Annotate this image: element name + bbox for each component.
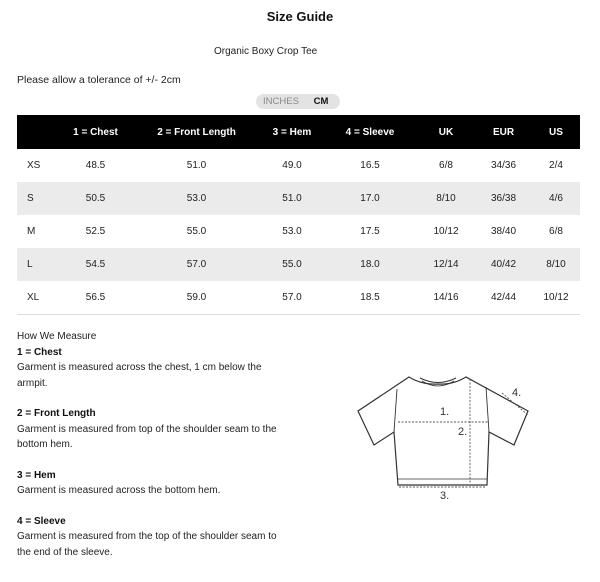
measure-item-front-length: [17, 406, 287, 453]
diagram-label-4: 4.: [512, 387, 522, 399]
table-header: 4 = Sleeve: [345, 126, 395, 138]
table-cell: 53.0: [186, 193, 207, 204]
table-cell: 10/12: [543, 291, 569, 303]
table-cell: 54.5: [85, 259, 106, 270]
table-header: 3 = Hem: [272, 126, 312, 138]
how-we-measure-section: [17, 329, 287, 575]
table-cell: 17.5: [360, 226, 380, 237]
measure-item-title: 3 = Hem: [17, 469, 56, 481]
section-heading: How We Measure: [17, 331, 97, 342]
table-row: [17, 182, 580, 215]
table-row: [17, 248, 580, 281]
table-header: EUR: [492, 126, 515, 138]
table-cell: 40/42: [490, 259, 517, 270]
table-header-row: [17, 115, 580, 149]
product-name: Organic Boxy Crop Tee: [214, 46, 318, 57]
table-cell: 16.5: [360, 160, 380, 171]
table-cell: 56.5: [85, 291, 106, 303]
unit-cm-option[interactable]: CM: [313, 96, 329, 107]
table-header: 2 = Front Length: [157, 126, 236, 138]
tshirt-measurement-diagram: [352, 365, 532, 505]
table-header: 1 = Chest: [73, 126, 118, 138]
unit-toggle: [256, 94, 340, 109]
table-cell: 48.5: [85, 160, 106, 171]
table-cell: 6/8: [439, 160, 453, 171]
measure-item-text: Garment is measured across the bottom hem.: [17, 485, 221, 496]
measure-item-chest: [17, 345, 287, 392]
size-cell: XS: [27, 160, 41, 171]
table-cell: 18.0: [360, 259, 380, 270]
measure-item-sleeve: [17, 514, 287, 561]
table-cell: 36/38: [490, 193, 517, 204]
measure-item-title: 1 = Chest: [17, 346, 62, 358]
table-cell: 55.0: [282, 259, 302, 270]
table-cell: 53.0: [282, 226, 302, 237]
size-cell: L: [27, 259, 33, 270]
table-cell: 51.0: [282, 193, 302, 204]
table-row: [17, 215, 580, 248]
measure-item-title: 2 = Front Length: [17, 408, 96, 419]
table-cell: 8/10: [436, 193, 456, 204]
table-row: [17, 281, 580, 314]
table-cell: 34/36: [490, 160, 517, 171]
table-cell: 2/4: [549, 160, 563, 171]
size-cell: XL: [27, 291, 40, 303]
size-table: [17, 115, 580, 315]
unit-inches-option[interactable]: INCHES: [263, 96, 299, 107]
table-cell: 14/16: [433, 291, 459, 303]
table-cell: 52.5: [85, 226, 106, 237]
table-cell: 38/40: [490, 226, 517, 237]
table-cell: 49.0: [282, 160, 302, 171]
table-header: US: [549, 126, 563, 138]
measure-item-text: Garment is measured from the top of the shoulder seam to the end of the sleeve.: [17, 531, 277, 558]
diagram-label-3: 3.: [440, 490, 450, 502]
measure-item-title: 4 = Sleeve: [17, 515, 66, 527]
table-row: [17, 149, 580, 182]
table-cell: 55.0: [186, 226, 207, 237]
table-cell: 57.0: [186, 259, 207, 270]
table-cell: 50.5: [85, 193, 106, 204]
measure-item-text: Garment is measured across the chest, 1 cm below the armpit.: [17, 362, 262, 389]
table-header: UK: [438, 126, 454, 138]
table-cell: 12/14: [433, 259, 459, 270]
size-cell: S: [27, 193, 34, 204]
table-cell: 57.0: [282, 291, 302, 303]
measure-item-hem: [17, 468, 287, 499]
table-cell: 18.5: [360, 291, 380, 303]
diagram-label-1: 1.: [440, 406, 450, 418]
diagram-label-2: 2.: [458, 426, 468, 438]
table-cell: 4/6: [549, 193, 563, 204]
table-cell: 51.0: [186, 160, 207, 171]
table-cell: 6/8: [549, 226, 563, 237]
size-cell: M: [27, 226, 36, 237]
table-cell: 10/12: [433, 226, 459, 237]
table-header: [17, 115, 59, 149]
collar: [420, 378, 456, 383]
measure-item-text: Garment is measured from top of the shoulder seam to the bottom hem.: [17, 423, 277, 450]
table-cell: 42/44: [490, 291, 517, 303]
tolerance-note: Please allow a tolerance of +/- 2cm: [17, 74, 181, 86]
page-title: Size Guide: [266, 9, 334, 24]
table-cell: 59.0: [186, 291, 207, 303]
table-cell: 17.0: [360, 193, 380, 204]
table-cell: 8/10: [546, 259, 566, 270]
